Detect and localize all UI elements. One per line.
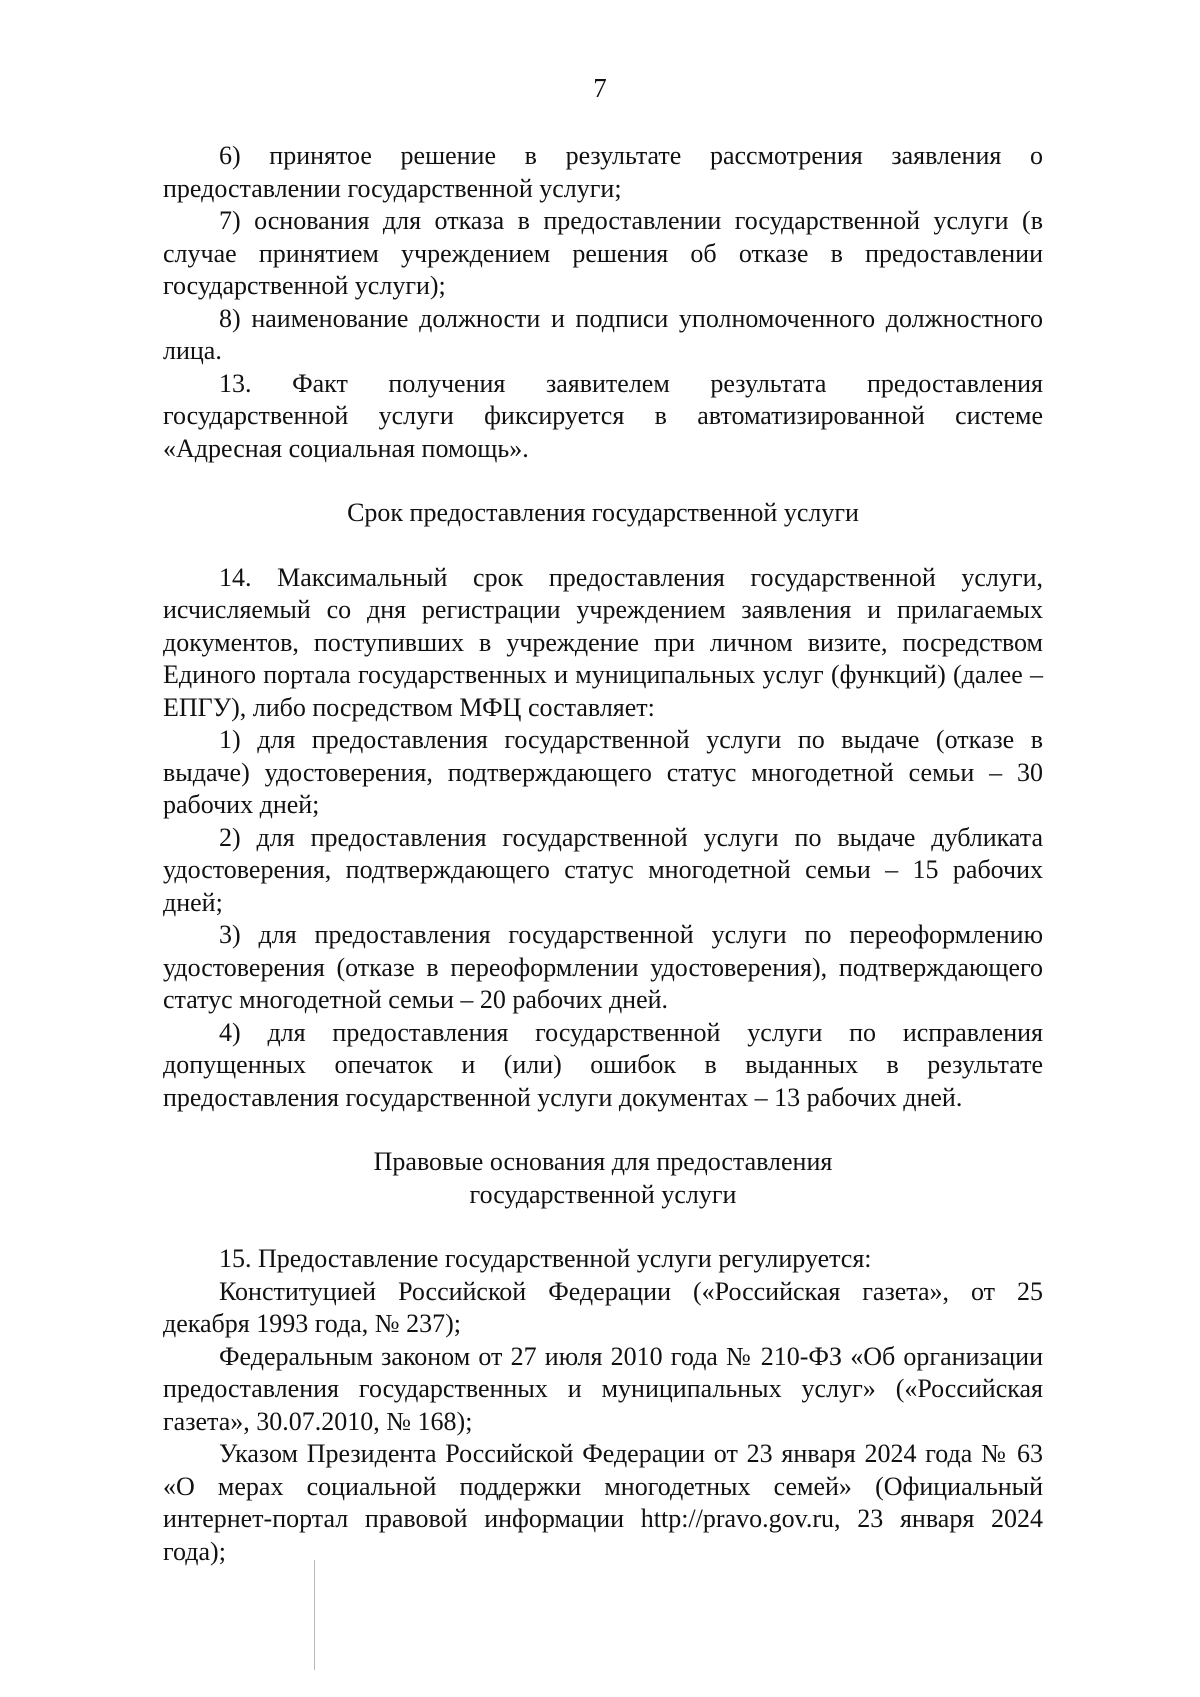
paragraph-15: 15. Предоставление государственной услуги регулируется: (219, 1244, 872, 1273)
paragraph-13: 13. Факт получения заявителем результата предоставления государственной услуги фиксируется в автоматизированной системе «Адресная социальная помощь». (163, 368, 1043, 463)
list-item-6: 6) принятое решение в результате рассмотрения заявления о предоставлении государственной услуги; (163, 141, 1043, 203)
page-number: 7 (593, 73, 607, 103)
document-body (163, 140, 1043, 1568)
term-item-4: 4) для предоставления государственной услуги по исправления допущенных опечаток и (или) ошибок в выданных в результате предоставления государственной услуги документах – 13 рабочих дней. (163, 1017, 1043, 1112)
list-item-8: 8) наименование должности и подписи уполномоченного должностного лица. (163, 303, 1043, 365)
section-heading-term: Срок предоставления государственной услуги (347, 498, 859, 527)
scan-margin-line (314, 1560, 315, 1670)
section-heading-legal-line2: государственной услуги (469, 1179, 737, 1209)
paragraph-14: 14. Максимальный срок предоставления государственной услуги, исчисляемый со дня регистрации учреждением заявления и прилагаемых документов, поступивших в учреждение при личном визите, посредством Единого портала государственных и муниципальных услуг (функций) (далее – ЕПГУ), либо посредством МФЦ составляет: (163, 562, 1043, 722)
list-item-7: 7) основания для отказа в предоставлении государственной услуги (в случае принятием учреждением решения об отказе в предоставлении государственной услуги); (163, 206, 1043, 300)
term-item-1: 1) для предоставления государственной услуги по выдаче (отказе в выдаче) удостоверения, подтверждающего статус многодетной семьи – 30 рабочих дней; (163, 725, 1043, 819)
legal-source-constitution: Конституцией Российской Федерации («Российская газета», от 25 декабря 1993 года, № 237); (163, 1276, 1043, 1338)
term-item-3: 3) для предоставления государственной услуги по переоформлению удостоверения (отказе в переоформлении удостоверения), подтверждающего статус многодетной семьи – 20 рабочих дней. (163, 920, 1043, 1014)
term-item-2: 2) для предоставления государственной услуги по выдаче дубликата удостоверения, подтверждающего статус многодетной семьи – 15 рабочих дней; (163, 822, 1043, 917)
legal-source-federal-law: Федеральным законом от 27 июля 2010 года № 210-ФЗ «Об организации предоставления государственных и муниципальных услуг» («Российская газета», 30.07.2010, № 168); (163, 1341, 1043, 1436)
section-heading-legal (163, 1146, 1043, 1211)
section-heading-legal-line1: Правовые основания для предоставления (373, 1147, 833, 1176)
legal-source-decree: Указом Президента Российской Федерации от 23 января 2024 года № 63 «О мерах социальной поддержки многодетных семей» (Официальный интернет-портал правовой информации http://pravo.gov.ru, 23 января 2024 года); (163, 1439, 1043, 1566)
